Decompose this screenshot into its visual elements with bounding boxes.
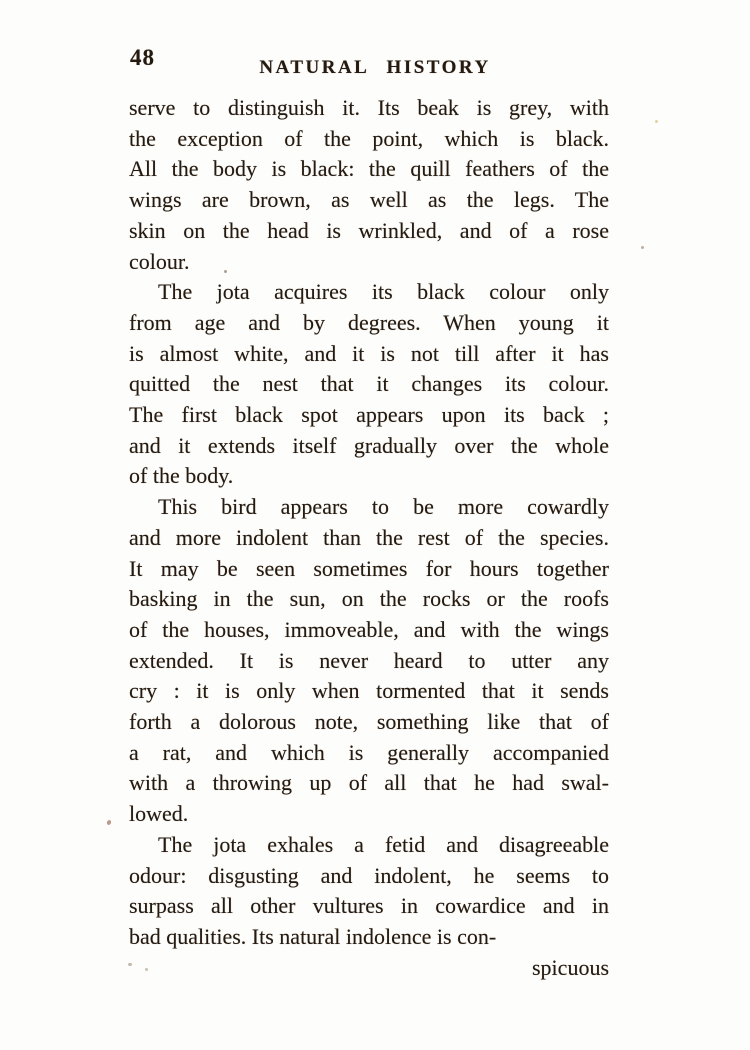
scan-speck [224,270,227,273]
text-line: forth a dolorous note, something like that of [129,709,609,735]
scan-speck [641,246,644,249]
text-line: of the houses, immoveable, and with the wings [129,616,609,642]
text-line: extended. It is never heard to utter any [129,647,609,673]
scan-speck [655,120,658,123]
text-line: surpass all other vultures in cowardice and in [129,893,609,919]
body-text [129,93,609,953]
text-line: with a throwing up of all that he had swal- [129,770,609,796]
text-line: colour. [129,248,190,274]
scan-speck [106,819,112,825]
text-line: It may be seen sometimes for hours together [129,555,609,581]
text-line: The jota exhales a fetid and disagreeable [158,831,609,857]
text-line: from age and by degrees. When young it [129,309,609,335]
text-line: lowed. [129,801,189,827]
text-line: The first black spot appears upon its back ; [129,402,609,428]
text-line: bad qualities. Its natural indolence is con- [129,923,497,949]
text-line: This bird appears to be more cowardly [158,494,609,520]
catchword: spicuous [532,954,609,980]
text-line: and it extends itself gradually over the whole [129,432,609,458]
text-line: of the body. [129,463,234,489]
text-column [129,93,609,983]
text-line: cry : it is only when tormented that it sends [129,678,609,704]
text-line: and more indolent than the rest of the species. [129,524,609,550]
page-number: 48 [130,45,155,70]
running-header: NATURAL HISTORY [259,57,491,78]
text-line: the exception of the point, which is black. [129,125,609,151]
text-line: quitted the nest that it changes its colour. [129,371,609,397]
text-line: The jota acquires its black colour only [158,279,609,305]
text-line: is almost white, and it is not till after it has [129,340,609,366]
text-line: All the body is black: the quill feathers of the [129,156,609,182]
text-line: wings are brown, as well as the legs. The [129,187,609,213]
scan-speck [128,963,132,966]
text-line: a rat, and which is generally accompanied [129,739,609,765]
text-line: odour: disgusting and indolent, he seems to [129,862,609,888]
text-line: basking in the sun, on the rocks or the roofs [129,586,609,612]
text-line: skin on the head is wrinkled, and of a rose [129,217,609,243]
scan-speck [145,968,148,971]
text-line: serve to distinguish it. Its beak is grey, with [129,95,609,120]
